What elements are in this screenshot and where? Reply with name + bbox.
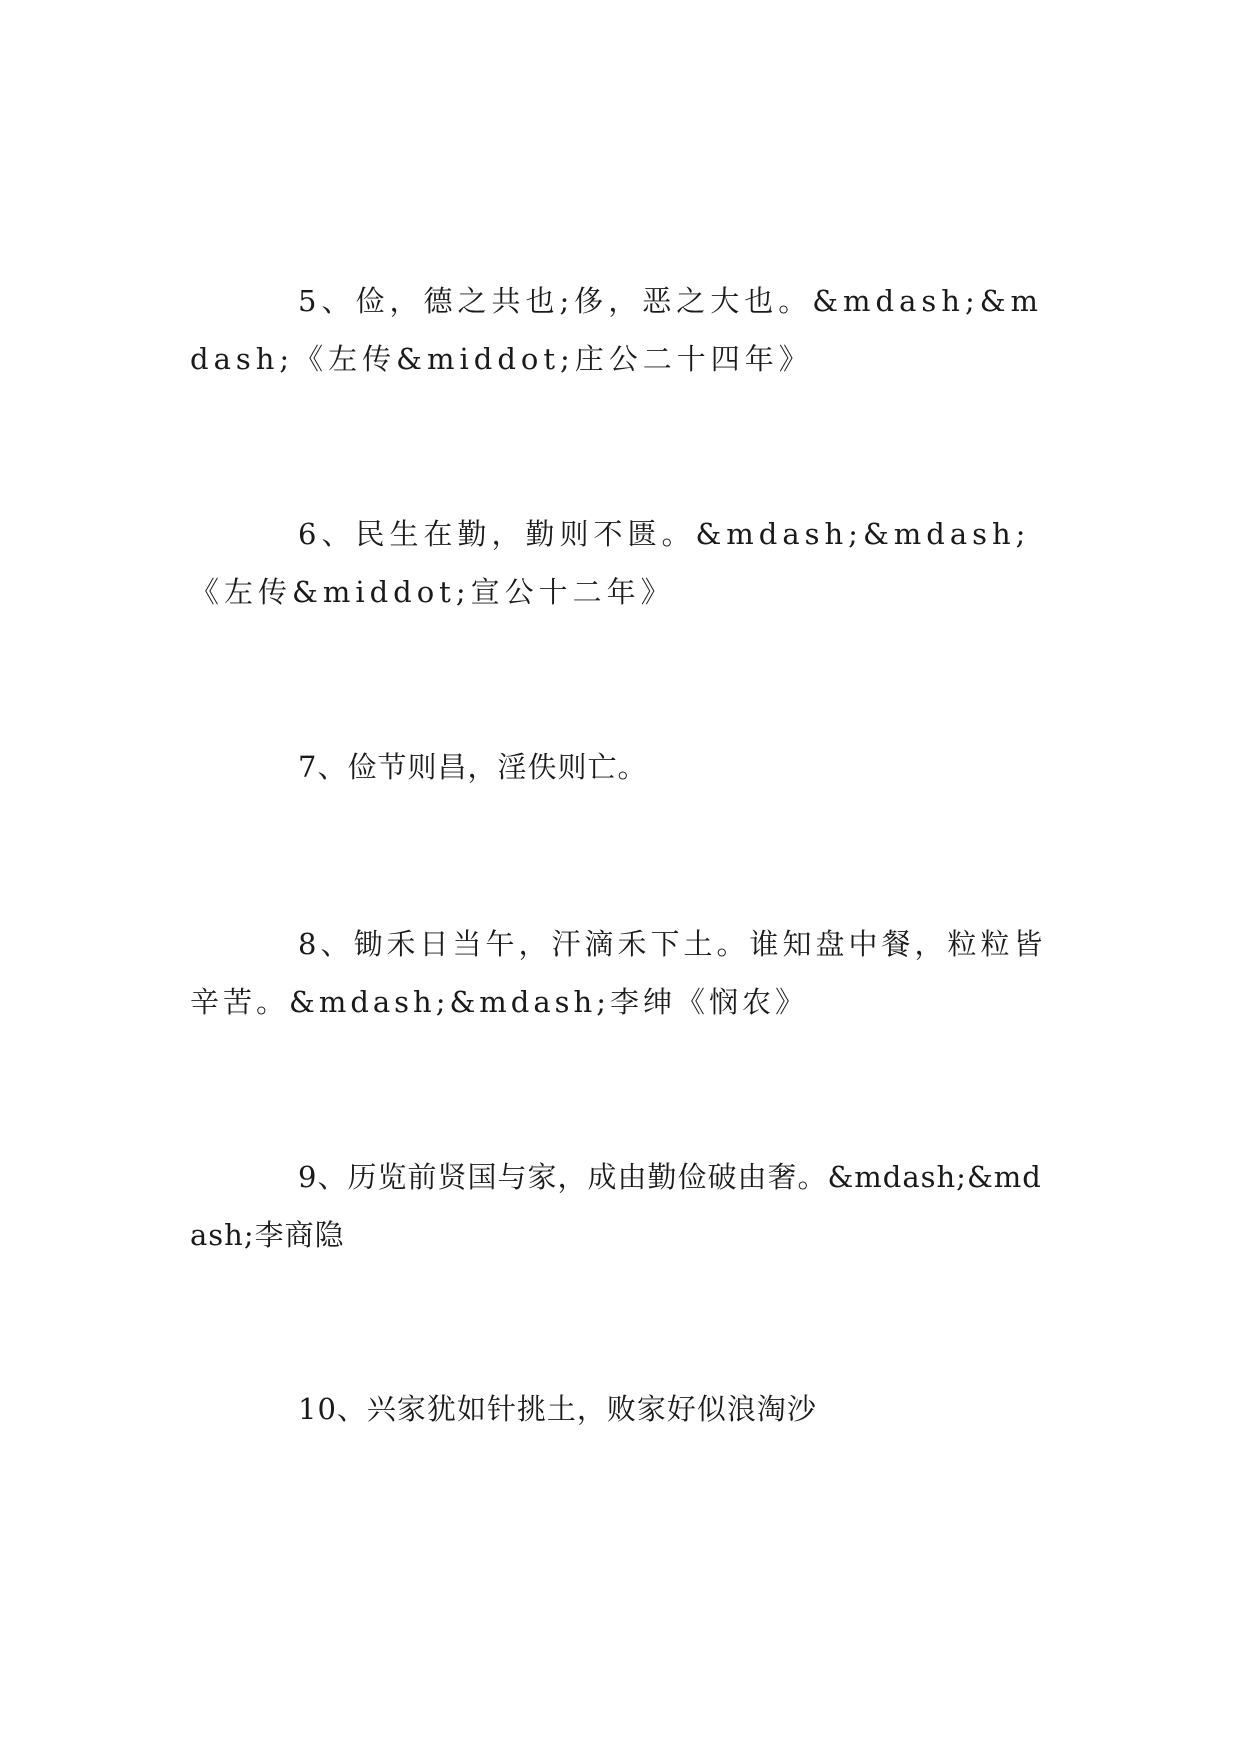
paragraph-8: 8、锄禾日当午，汗滴禾下土。谁知盘中餐，粒粒皆辛苦。&mdash;&mdash;李绅《悯农》 bbox=[190, 927, 1047, 1019]
paragraph-9: 9、历览前贤国与家，成由勤俭破由奢。&mdash;&mdash;李商隐 bbox=[190, 1160, 1042, 1252]
paragraph-6: 6、民生在勤，勤则不匮。&mdash;&mdash;《左传&middot;宣公十二年》 bbox=[190, 517, 1031, 609]
paragraph-7: 7、俭节则昌，淫佚则亡。 bbox=[298, 750, 648, 784]
paragraph-10: 10、兴家犹如针挑土，败家好似浪淘沙 bbox=[298, 1392, 817, 1426]
paragraph-5: 5、俭，德之共也;侈，恶之大也。&mdash;&mdash;《左传&middot;庄公二十四年》 bbox=[190, 284, 1044, 376]
